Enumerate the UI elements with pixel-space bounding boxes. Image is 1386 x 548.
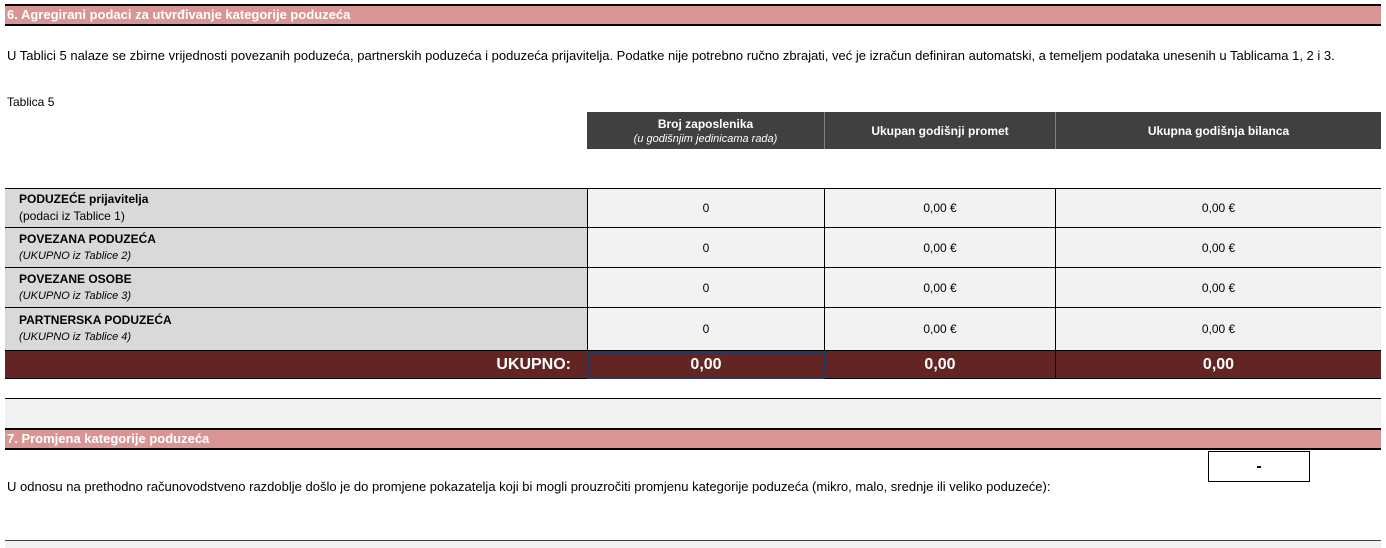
row-label-main: POVEZANA PODUZEĆA — [19, 231, 156, 246]
column-header-turnover-label: Ukupan godišnji promet — [871, 123, 1009, 138]
section-7-question: U odnosu na prethodno računovodstveno razdoblje došlo je do promjene pokazatelja koji bi mogli prouzročiti promjenu kategorije poduzeća (mikro, malo, srednje ili veliko poduzeće): — [7, 479, 1051, 494]
table-caption: Tablica 5 — [7, 95, 55, 109]
column-header-turnover — [825, 112, 1056, 149]
column-header-employees-label: Broj zaposlenika — [657, 116, 754, 131]
spacer-band — [5, 398, 1381, 428]
column-header-employees-sublabel: (u godišnjim jedinicama rada) — [633, 132, 778, 145]
column-header-balance-label: Ukupna godišnja bilanca — [1147, 123, 1290, 138]
cell-balance[interactable]: 0,00 € — [1056, 228, 1381, 268]
bottom-band — [5, 541, 1381, 548]
row-label-partner-companies — [5, 308, 588, 351]
category-change-select[interactable]: - — [1208, 451, 1310, 482]
row-label-main: PODUZEĆE prijavitelja — [19, 192, 149, 206]
row-label-note: (UKUPNO iz Tablice 4) — [19, 331, 132, 343]
cell-balance[interactable]: 0,00 € — [1056, 308, 1381, 351]
total-label: UKUPNO: — [5, 351, 587, 379]
cell-employees[interactable]: 0 — [587, 308, 825, 351]
row-label-note: (podaci iz Tablice 1) — [19, 209, 125, 223]
row-label-main: PARTNERSKA PODUZEĆA — [19, 313, 172, 327]
row-label-note: (UKUPNO iz Tablice 3) — [19, 289, 132, 302]
row-label-linked-persons — [5, 268, 588, 308]
total-turnover[interactable]: 0,00 — [825, 351, 1056, 379]
section-6-title: 6. Agregirani podaci za utvrđivanje kategorije poduzeća — [5, 4, 1381, 26]
column-header-employees — [587, 112, 825, 149]
cell-turnover[interactable]: 0,00 € — [825, 308, 1056, 351]
cell-turnover[interactable]: 0,00 € — [825, 189, 1056, 228]
section-7-title: 7. Promjena kategorije poduzeća — [5, 428, 1381, 450]
cell-employees[interactable]: 0 — [587, 189, 825, 228]
cell-employees[interactable]: 0 — [587, 268, 825, 308]
row-label-main: POVEZANE OSOBE — [19, 271, 132, 286]
cell-turnover[interactable]: 0,00 € — [825, 268, 1056, 308]
cell-employees[interactable]: 0 — [587, 228, 825, 268]
row-label-note: (UKUPNO iz Tablice 2) — [19, 249, 132, 262]
cell-balance[interactable]: 0,00 € — [1056, 189, 1381, 228]
row-label-applicant — [5, 189, 588, 228]
total-balance[interactable]: 0,00 — [1056, 351, 1381, 379]
column-header-balance — [1056, 112, 1381, 149]
section-6-intro: U Tablici 5 nalaze se zbirne vrijednosti povezanih poduzeća, partnerskih poduzeća i poduzeća prijavitelja. Podatke nije potrebno ručno zbrajati, već je izračun definiran automatski, a temeljem podataka unesenih u Tablicama 1, 2 i 3. — [7, 48, 1335, 63]
cell-turnover[interactable]: 0,00 € — [825, 228, 1056, 268]
row-label-linked-companies — [5, 228, 588, 268]
total-employees[interactable]: 0,00 — [587, 351, 825, 379]
cell-balance[interactable]: 0,00 € — [1056, 268, 1381, 308]
